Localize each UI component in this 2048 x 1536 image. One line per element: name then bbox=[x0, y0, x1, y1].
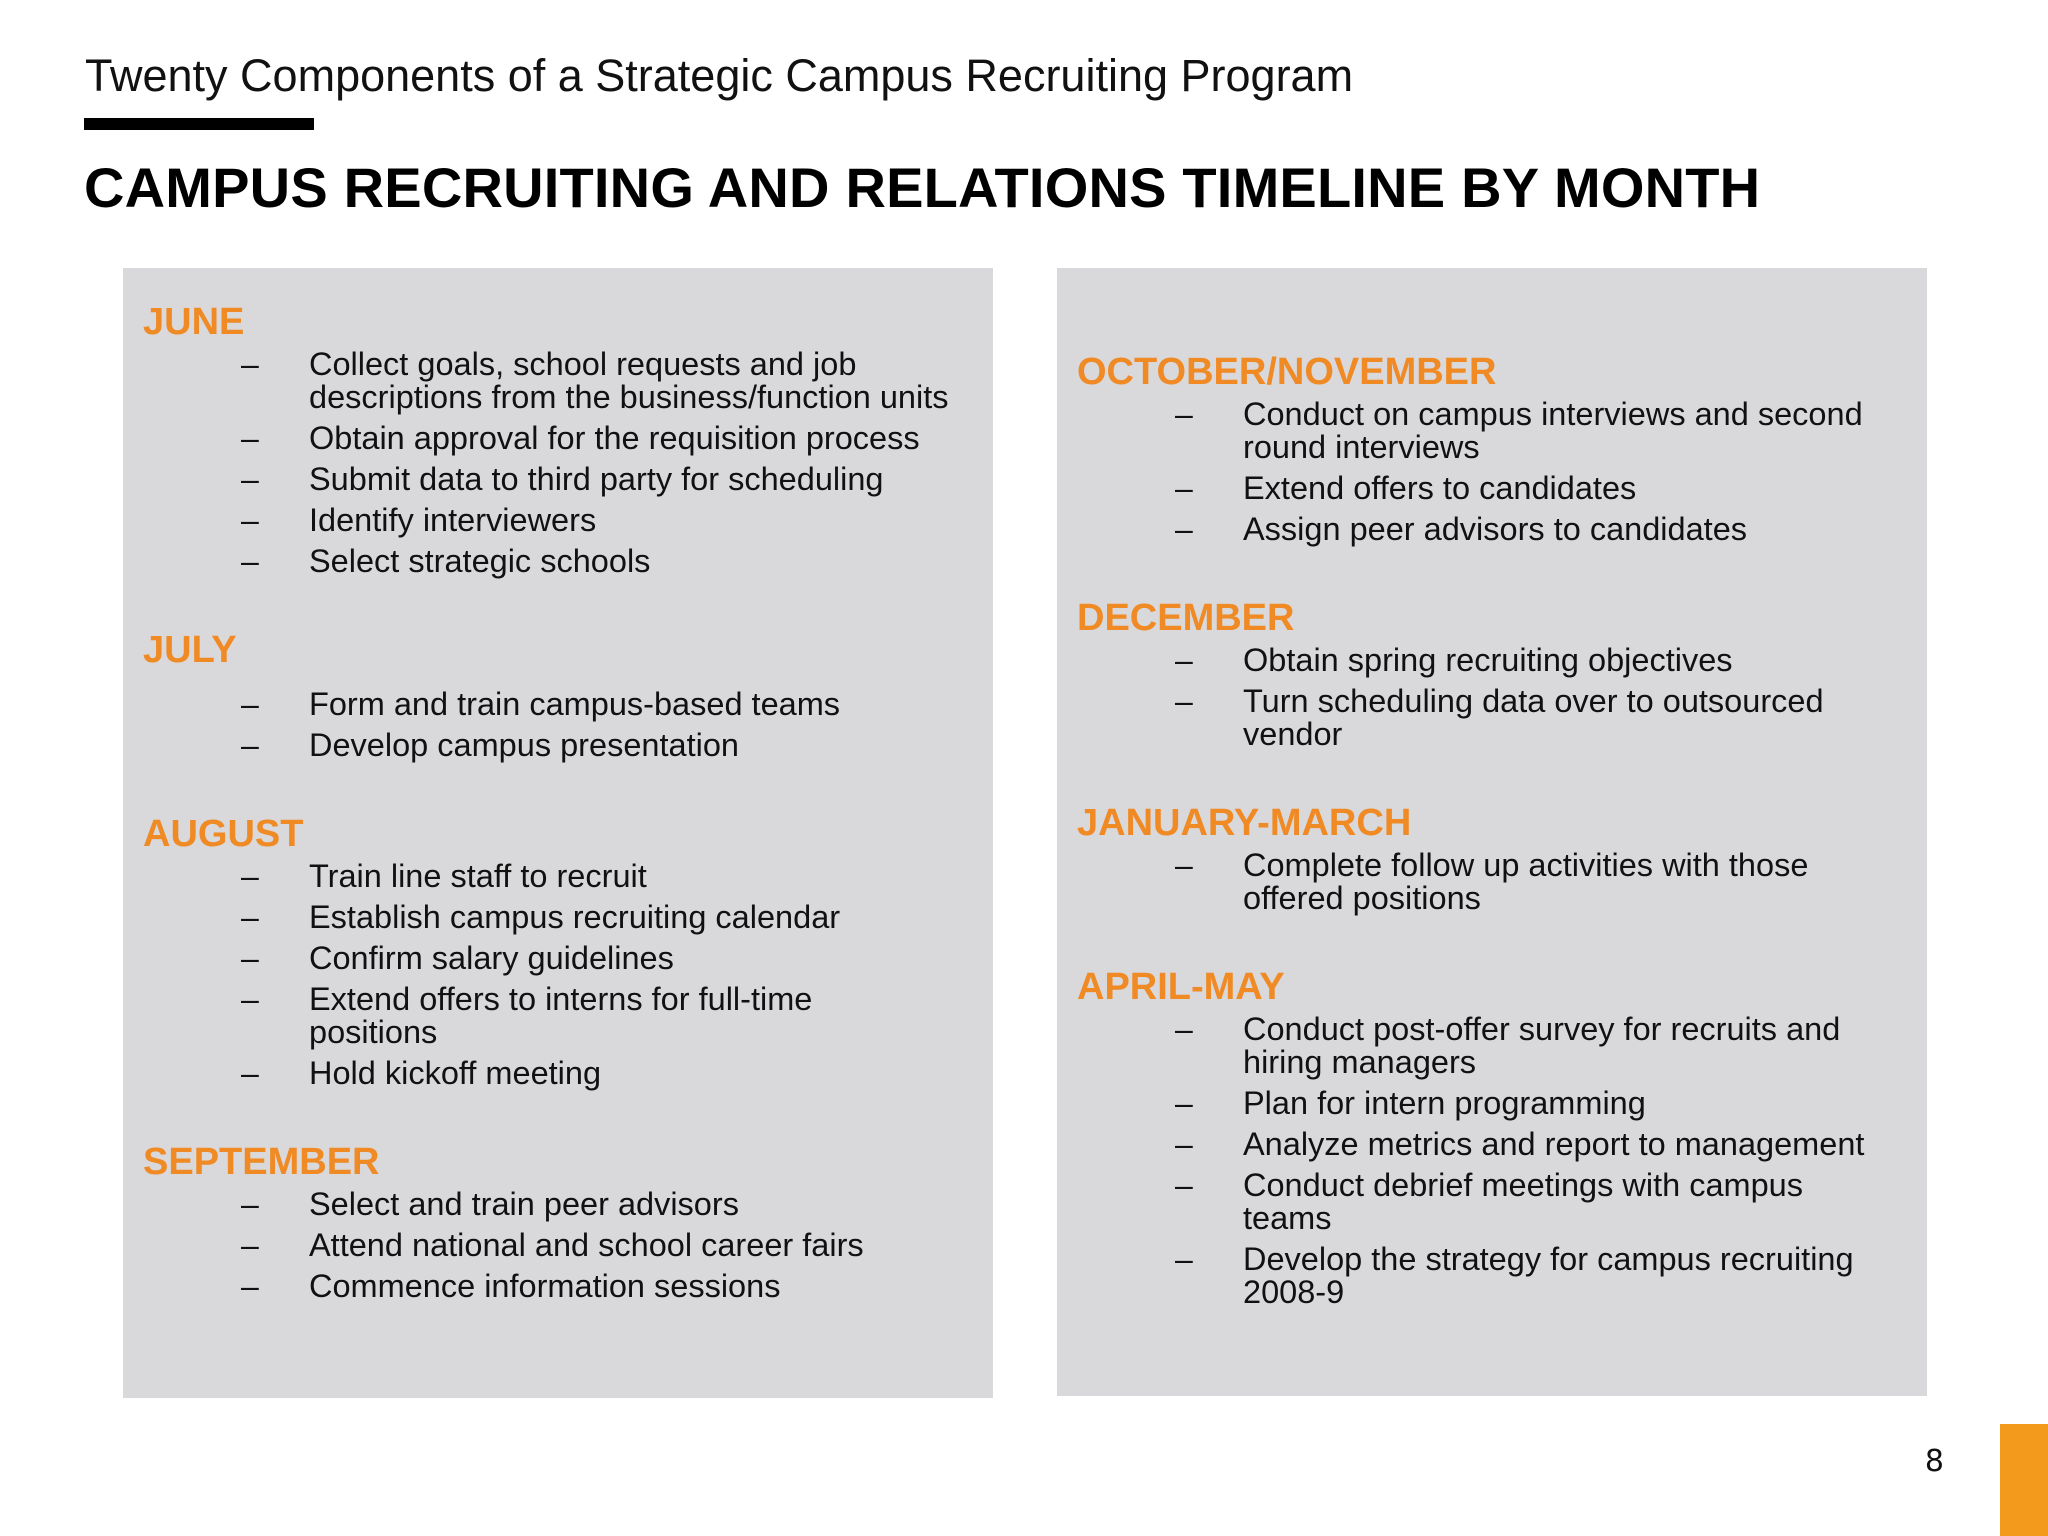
task-list bbox=[1077, 644, 1907, 751]
task-item: – Select strategic schools bbox=[241, 543, 651, 579]
task-list bbox=[143, 348, 973, 578]
dash-bullet: – bbox=[1175, 683, 1193, 719]
dash-bullet: – bbox=[1175, 1241, 1193, 1277]
month-heading: JULY bbox=[143, 629, 237, 671]
task-item: – Develop campus presentation bbox=[241, 727, 739, 763]
title-accent-bar bbox=[84, 118, 314, 130]
task-item: – Identify interviewers bbox=[241, 502, 597, 538]
dash-bullet: – bbox=[1175, 470, 1193, 506]
task-list bbox=[1077, 398, 1907, 546]
dash-bullet: – bbox=[1175, 642, 1193, 678]
task-item: – Obtain spring recruiting objectives bbox=[1175, 642, 1733, 678]
dash-bullet: – bbox=[241, 461, 259, 497]
dash-bullet: – bbox=[1175, 1167, 1193, 1203]
task-item: – Obtain approval for the requisition process bbox=[241, 420, 920, 456]
task-item: – Conduct on campus interviews and second round interviews bbox=[1175, 396, 1863, 465]
dash-bullet: – bbox=[241, 940, 259, 976]
timeline-panel-left bbox=[123, 268, 993, 1398]
month-section-september bbox=[143, 1140, 973, 1303]
task-item: – Turn scheduling data over to outsourced vendor bbox=[1175, 683, 1824, 752]
month-heading: APRIL-MAY bbox=[1077, 966, 1285, 1008]
task-item: – Complete follow up activities with those offered positions bbox=[1175, 847, 1809, 916]
dash-bullet: – bbox=[1175, 847, 1193, 883]
task-item: – Collect goals, school requests and job descriptions from the business/function units bbox=[241, 346, 949, 415]
dash-bullet: – bbox=[1175, 396, 1193, 432]
month-heading: AUGUST bbox=[143, 813, 304, 855]
dash-bullet: – bbox=[1175, 511, 1193, 547]
month-heading: DECEMBER bbox=[1077, 597, 1295, 639]
dash-bullet: – bbox=[1175, 1126, 1193, 1162]
page-number: 8 bbox=[1924, 1444, 1944, 1479]
dash-bullet: – bbox=[241, 1055, 259, 1091]
dash-bullet: – bbox=[1175, 1011, 1193, 1047]
slide-subtitle: Twenty Components of a Strategic Campus Recruiting Program bbox=[85, 50, 1354, 101]
task-item: – Establish campus recruiting calendar bbox=[241, 899, 841, 935]
task-item: – Confirm salary guidelines bbox=[241, 940, 674, 976]
dash-bullet: – bbox=[241, 502, 259, 538]
dash-bullet: – bbox=[241, 899, 259, 935]
dash-bullet: – bbox=[241, 981, 259, 1017]
task-item: – Extend offers to candidates bbox=[1175, 470, 1637, 506]
month-heading: SEPTEMBER bbox=[143, 1141, 380, 1183]
dash-bullet: – bbox=[241, 1268, 259, 1304]
task-item: – Select and train peer advisors bbox=[241, 1186, 739, 1222]
task-item: – Submit data to third party for scheduling bbox=[241, 461, 884, 497]
slide-title: CAMPUS RECRUITING AND RELATIONS TIMELINE BY MONTH bbox=[84, 156, 1761, 219]
dash-bullet: – bbox=[241, 727, 259, 763]
task-item: – Form and train campus-based teams bbox=[241, 686, 841, 722]
month-section-august bbox=[143, 812, 973, 1090]
task-item: – Attend national and school career fairs bbox=[241, 1227, 864, 1263]
timeline-panel-right bbox=[1057, 268, 1927, 1396]
month-section-july bbox=[143, 628, 973, 762]
dash-bullet: – bbox=[241, 543, 259, 579]
task-item: – Hold kickoff meeting bbox=[241, 1055, 602, 1091]
dash-bullet: – bbox=[241, 1227, 259, 1263]
month-section-january-march bbox=[1077, 801, 1907, 915]
panel-content bbox=[1077, 350, 1907, 1359]
dash-bullet: – bbox=[1175, 1085, 1193, 1121]
task-item: – Conduct post-offer survey for recruits and hiring managers bbox=[1175, 1011, 1841, 1080]
task-list bbox=[1077, 1013, 1907, 1309]
task-list bbox=[143, 860, 973, 1090]
dash-bullet: – bbox=[241, 686, 259, 722]
dash-bullet: – bbox=[241, 420, 259, 456]
month-section-april-may bbox=[1077, 965, 1907, 1309]
task-item: – Train line staff to recruit bbox=[241, 858, 647, 894]
month-section-june bbox=[143, 300, 973, 578]
panel-content bbox=[143, 300, 973, 1353]
month-heading: JANUARY-MARCH bbox=[1077, 802, 1412, 844]
task-list bbox=[1077, 849, 1907, 915]
corner-accent-tab bbox=[2000, 1424, 2048, 1536]
dash-bullet: – bbox=[241, 1186, 259, 1222]
task-item: – Analyze metrics and report to management bbox=[1175, 1126, 1865, 1162]
task-item: – Extend offers to interns for full-time positions bbox=[241, 981, 813, 1050]
month-section-october-november bbox=[1077, 350, 1907, 546]
dash-bullet: – bbox=[241, 346, 259, 382]
task-item: – Develop the strategy for campus recruiting 2008-9 bbox=[1175, 1241, 1854, 1310]
dash-bullet: – bbox=[241, 858, 259, 894]
month-section-december bbox=[1077, 596, 1907, 751]
task-item: – Plan for intern programming bbox=[1175, 1085, 1646, 1121]
month-heading: JUNE bbox=[143, 301, 245, 343]
task-item: – Commence information sessions bbox=[241, 1268, 781, 1304]
task-list bbox=[143, 688, 973, 762]
month-heading: OCTOBER/NOVEMBER bbox=[1077, 351, 1497, 393]
task-item: – Conduct debrief meetings with campus teams bbox=[1175, 1167, 1804, 1236]
task-item: – Assign peer advisors to candidates bbox=[1175, 511, 1748, 547]
task-list bbox=[143, 1188, 973, 1303]
